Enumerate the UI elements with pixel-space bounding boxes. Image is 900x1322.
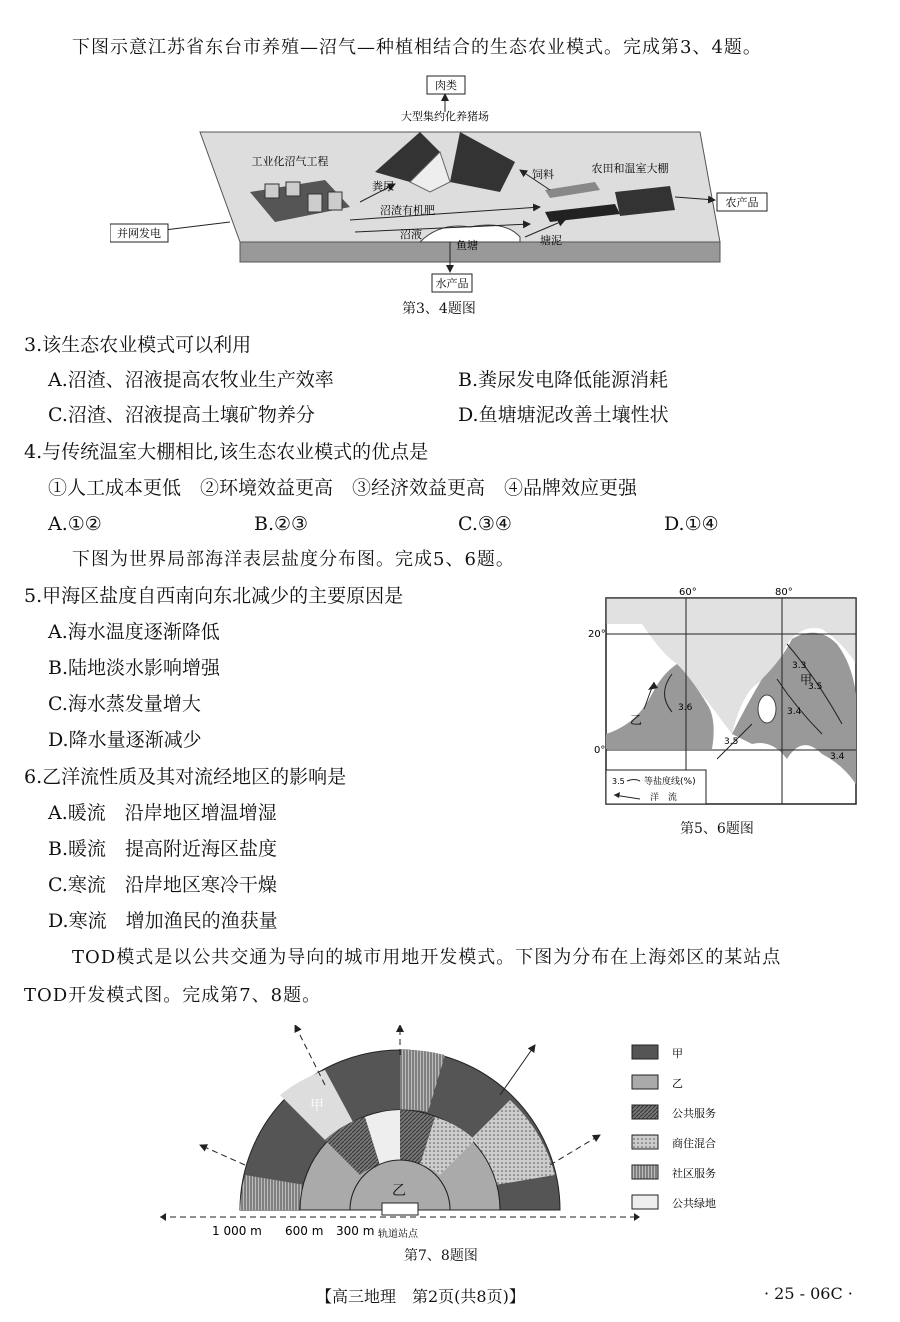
intro-text-3b: TOD开发模式图。完成第7、8题。 [24,985,322,1006]
isoline-label-6: 3.5 [808,682,823,692]
q6-option-b[interactable]: B.暖流 提高附近海区盐度 [48,838,278,860]
q5-option-d[interactable]: D.降水量逐渐减少 [48,729,202,751]
footer-page-info: 【高三地理 第2页(共8页)】 [316,1287,525,1306]
q4-stem: 4.与传统温室大棚相比,该生态农业模式的优点是 [24,441,429,463]
farmland-label: 农田和温室大棚 [591,162,669,175]
isoline-label-3: 3.3 [792,661,807,671]
legend-green-label: 公共绿地 [672,1197,716,1210]
salinity-map-figure [582,584,862,809]
legend-mixed-use-label: 商住混合 [672,1137,716,1150]
agri-product-label: 农产品 [725,196,759,209]
fig1-caption: 第3、4题图 [402,301,476,317]
platform-side [240,242,720,262]
q4-items: ①人工成本更低 ②环境效益更高 ③经济效益更高 ④品牌效应更强 [48,477,638,499]
q6-option-d[interactable]: D.寒流 增加渔民的渔获量 [48,910,278,932]
residue-label: 沼渣有机肥 [380,204,435,217]
legend-public-service-label: 公共服务 [672,1107,716,1120]
legend-iso-value: 3.5 [612,777,625,786]
biogas-label: 工业化沼气工程 [251,155,329,168]
q5-option-b[interactable]: B.陆地淡水影响增强 [48,657,221,679]
lon80-label: 80° [775,587,793,598]
intro-text-3a: TOD模式是以公共交通为导向的城市用地开发模式。下图为分布在上海郊区的某站点 [72,947,782,968]
lat0-label: 0° [594,745,606,756]
q4-option-d[interactable]: D.①④ [664,513,719,535]
aqua-product-label: 水产品 [435,277,469,290]
pigfarm-label: 大型集约化养猪场 [401,110,489,123]
sea-jia-label: 甲 [800,673,813,687]
distance-300-label: 300 m [336,1224,375,1238]
legend-current-label: 洋 流 [650,793,678,803]
pond-label: 鱼塘 [456,239,478,252]
q6-option-c[interactable]: C.寒流 沿岸地区寒冷干燥 [48,874,277,896]
distance-600-label: 600 m [285,1224,324,1238]
q3-option-a[interactable]: A.沼渣、沼液提高农牧业生产效率 [48,369,334,391]
legend-isoline-label: 等盐度线(%) [644,777,696,787]
legend-jia-label: 甲 [672,1047,683,1060]
q5-option-c[interactable]: C.海水蒸发量增大 [48,693,201,715]
tod-figure [160,1025,740,1270]
meat-label: 肉类 [435,79,457,92]
q4-option-b[interactable]: B.②③ [254,513,309,535]
feed-label: 饲料 [532,168,554,181]
q5-stem: 5.甲海区盐度自西南向东北减少的主要原因是 [24,585,404,607]
q3-option-c[interactable]: C.沼渣、沼液提高土壤矿物养分 [48,404,315,426]
legend-yi-label: 乙 [672,1077,683,1090]
fig3-caption: 第7、8题图 [404,1248,478,1264]
liquid-label: 沼液 [400,228,422,241]
fig2-caption: 第5、6题图 [680,821,754,837]
isoline-label-5: 3.4 [830,752,845,762]
footer-code: · 25 - 06C · [764,1284,853,1303]
q3-option-b[interactable]: B.粪尿发电降低能源消耗 [458,369,669,391]
q6-stem: 6.乙洋流性质及其对流经地区的影响是 [24,766,347,788]
mud-label: 塘泥 [540,234,562,247]
feces-label: 粪尿 [372,180,394,193]
intro-text-2: 下图为世界局部海洋表层盐度分布图。完成5、6题。 [72,549,515,570]
eco-agriculture-figure [110,72,790,322]
zone-jia-label: 甲 [310,1098,324,1114]
lon60-label: 60° [679,587,697,598]
isoline-label-2: 3.5 [724,737,739,747]
zone-yi-label: 乙 [392,1183,406,1199]
distance-1000-label: 1 000 m [212,1224,262,1238]
grid-label: 并网发电 [117,227,161,240]
legend-community-label: 社区服务 [672,1167,716,1180]
lat20-label: 20° [588,629,606,640]
q4-option-a[interactable]: A.①② [48,513,102,535]
q5-option-a[interactable]: A.海水温度逐渐降低 [48,621,220,643]
q3-stem: 3.该生态农业模式可以利用 [24,334,252,356]
q3-option-d[interactable]: D.鱼塘塘泥改善土壤性状 [458,404,669,426]
isoline-label-4: 3.4 [787,707,802,717]
isoline-label-1: 3.6 [678,703,693,713]
q4-option-c[interactable]: C.③④ [458,513,512,535]
q6-option-a[interactable]: A.暖流 沿岸地区增温增湿 [48,802,277,824]
station-label: 轨道站点 [378,1229,418,1240]
current-yi-label: 乙 [630,713,643,727]
intro-text-1: 下图示意江苏省东台市养殖—沼气—种植相结合的生态农业模式。完成第3、4题。 [72,37,762,58]
